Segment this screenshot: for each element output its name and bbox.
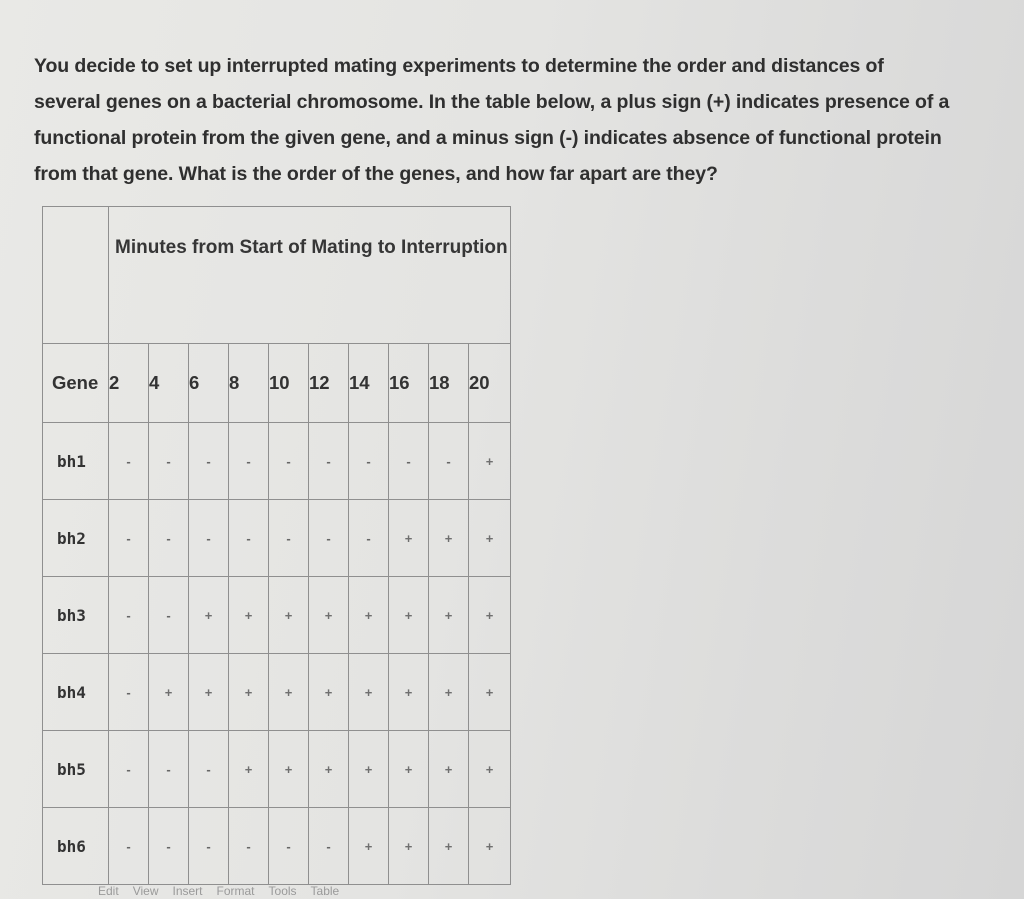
result-cell[interactable]: + [269, 577, 309, 654]
question-line: functional protein from the given gene, and a minus sign (-) indicates absence of functional protein [34, 127, 942, 149]
gene-name-cell[interactable]: bh3 [43, 577, 109, 654]
minute-header-cell[interactable]: 8 [229, 344, 269, 423]
minute-header-cell[interactable]: 2 [109, 344, 149, 423]
result-cell[interactable]: - [269, 423, 309, 500]
result-cell[interactable]: - [229, 500, 269, 577]
result-cell[interactable]: - [149, 808, 189, 885]
result-cell[interactable]: + [269, 731, 309, 808]
result-cell[interactable]: + [469, 808, 511, 885]
result-cell[interactable]: + [349, 808, 389, 885]
table-row [43, 577, 511, 654]
result-cell[interactable]: + [429, 577, 469, 654]
result-cell[interactable]: + [389, 731, 429, 808]
result-cell[interactable]: - [189, 808, 229, 885]
result-cell[interactable]: + [389, 500, 429, 577]
table-row [43, 500, 511, 577]
result-cell[interactable]: - [109, 808, 149, 885]
result-cell[interactable]: - [349, 500, 389, 577]
result-cell[interactable]: + [469, 500, 511, 577]
result-cell[interactable]: - [269, 500, 309, 577]
result-cell[interactable]: - [189, 500, 229, 577]
result-cell[interactable]: - [149, 577, 189, 654]
result-cell[interactable]: + [429, 500, 469, 577]
result-cell[interactable]: - [109, 423, 149, 500]
result-cell[interactable]: - [229, 423, 269, 500]
mating-table-container [42, 206, 510, 856]
result-cell[interactable]: + [469, 423, 511, 500]
result-cell[interactable]: + [309, 731, 349, 808]
table-caption-row [43, 207, 511, 344]
result-cell[interactable]: + [309, 577, 349, 654]
result-cell[interactable]: + [469, 654, 511, 731]
result-cell[interactable]: - [109, 500, 149, 577]
result-cell[interactable]: - [109, 654, 149, 731]
table-corner-cell[interactable] [43, 207, 109, 344]
result-cell[interactable]: + [469, 577, 511, 654]
table-row [43, 808, 511, 885]
result-cell[interactable]: + [229, 654, 269, 731]
result-cell[interactable]: - [309, 423, 349, 500]
result-cell[interactable]: + [389, 577, 429, 654]
result-cell[interactable]: + [229, 577, 269, 654]
result-cell[interactable]: - [389, 423, 429, 500]
question-text [34, 48, 1024, 192]
table-row [43, 423, 511, 500]
minute-header-cell[interactable]: 14 [349, 344, 389, 423]
result-cell[interactable]: - [269, 808, 309, 885]
result-cell[interactable]: + [469, 731, 511, 808]
menu-item-table[interactable]: Table [310, 884, 340, 898]
result-cell[interactable]: + [269, 654, 309, 731]
minute-header-cell[interactable]: 4 [149, 344, 189, 423]
result-cell[interactable]: + [389, 808, 429, 885]
result-cell[interactable]: - [189, 731, 229, 808]
result-cell[interactable]: - [229, 808, 269, 885]
table-row [43, 731, 511, 808]
result-cell[interactable]: + [429, 808, 469, 885]
result-cell[interactable]: - [349, 423, 389, 500]
result-cell[interactable]: - [149, 423, 189, 500]
mating-table[interactable] [42, 206, 511, 885]
menu-item-view[interactable]: View [132, 884, 159, 898]
result-cell[interactable]: - [429, 423, 469, 500]
minute-header-cell[interactable]: 16 [389, 344, 429, 423]
minute-header-cell[interactable]: 12 [309, 344, 349, 423]
result-cell[interactable]: - [109, 731, 149, 808]
result-cell[interactable]: - [109, 577, 149, 654]
result-cell[interactable]: - [309, 500, 349, 577]
question-line: You decide to set up interrupted mating experiments to determine the order and distances of [34, 55, 884, 77]
gene-name-cell[interactable]: bh6 [43, 808, 109, 885]
question-line: from that gene. What is the order of the genes, and how far apart are they? [34, 163, 718, 185]
result-cell[interactable]: - [149, 500, 189, 577]
result-cell[interactable]: + [229, 731, 269, 808]
result-cell[interactable]: - [189, 423, 229, 500]
result-cell[interactable]: + [189, 654, 229, 731]
table-row [43, 654, 511, 731]
question-line: several genes on a bacterial chromosome. In the table below, a plus sign (+) indicates presence of a [34, 91, 950, 113]
result-cell[interactable]: + [349, 654, 389, 731]
result-cell[interactable]: + [389, 654, 429, 731]
table-header-row [43, 344, 511, 423]
gene-column-header[interactable]: Gene [43, 344, 109, 423]
menu-item-insert[interactable]: Insert [172, 884, 203, 898]
result-cell[interactable]: + [349, 731, 389, 808]
menu-item-tools[interactable]: Tools [268, 884, 297, 898]
gene-name-cell[interactable]: bh4 [43, 654, 109, 731]
minute-header-cell[interactable]: 10 [269, 344, 309, 423]
result-cell[interactable]: + [189, 577, 229, 654]
result-cell[interactable]: - [309, 808, 349, 885]
editor-menubar [98, 884, 353, 898]
result-cell[interactable]: - [149, 731, 189, 808]
minute-header-cell[interactable]: 18 [429, 344, 469, 423]
gene-name-cell[interactable]: bh5 [43, 731, 109, 808]
result-cell[interactable]: + [309, 654, 349, 731]
result-cell[interactable]: + [149, 654, 189, 731]
minute-header-cell[interactable]: 6 [189, 344, 229, 423]
table-caption[interactable]: Minutes from Start of Mating to Interruption [109, 207, 511, 344]
minute-header-cell[interactable]: 20 [469, 344, 511, 423]
result-cell[interactable]: + [349, 577, 389, 654]
menu-item-edit[interactable]: Edit [98, 884, 119, 898]
gene-name-cell[interactable]: bh2 [43, 500, 109, 577]
result-cell[interactable]: + [429, 654, 469, 731]
gene-name-cell[interactable]: bh1 [43, 423, 109, 500]
menu-item-format[interactable]: Format [216, 884, 255, 898]
result-cell[interactable]: + [429, 731, 469, 808]
